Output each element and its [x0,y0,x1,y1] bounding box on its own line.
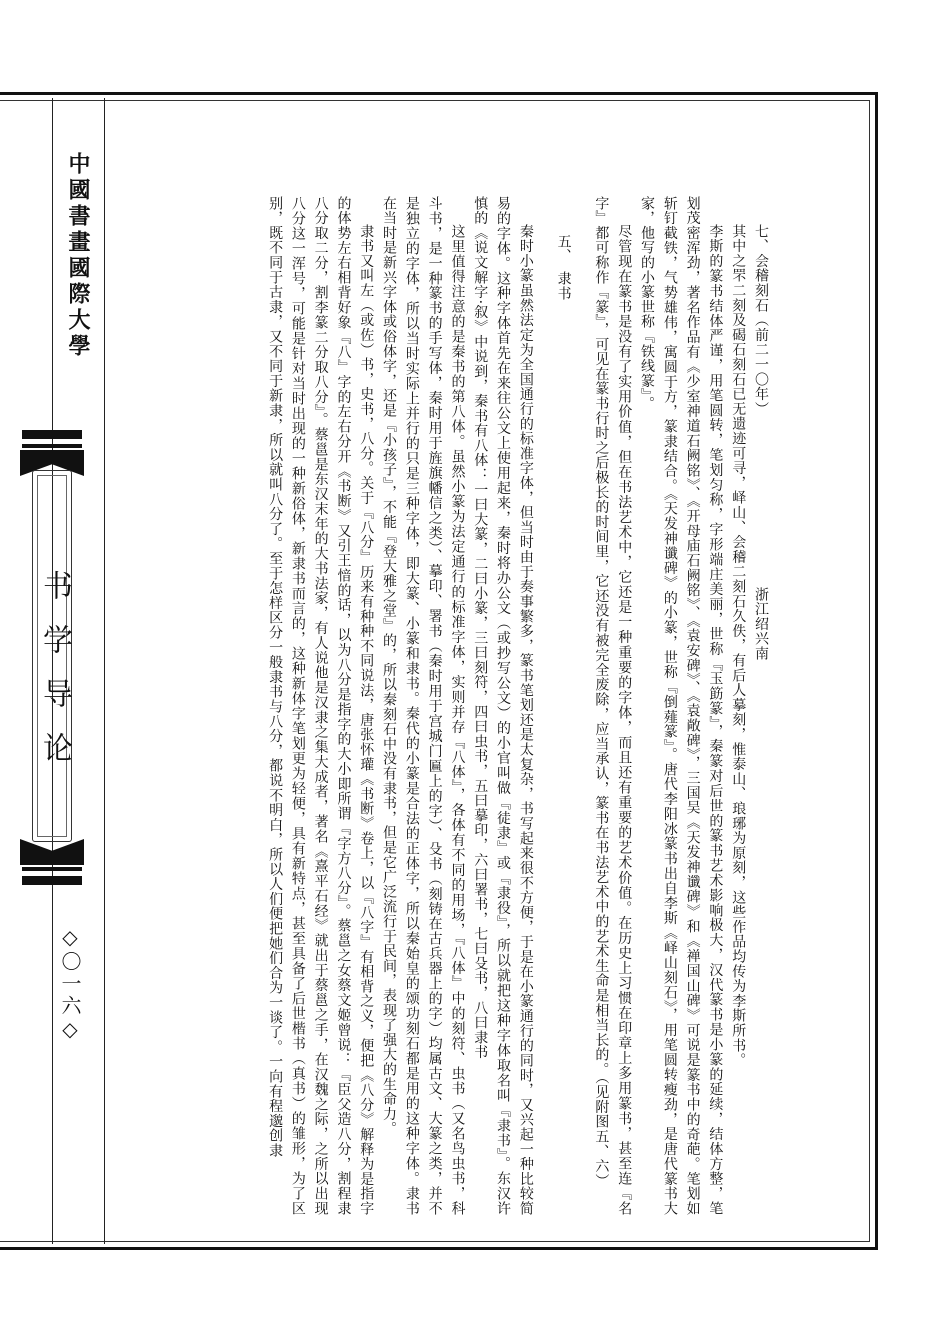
cartouche-bottom-tab [20,839,84,865]
spacer [575,196,590,197]
book-title: 书学导论 [37,570,72,786]
cartouche-bottom-bar [22,876,82,885]
list-item-heading: 七、会稽刻石（前二一〇年） 浙江绍兴南 [753,224,769,661]
paragraph-5: 这里值得注意的是秦书的第八体。虽然小篆为法定通行的标准字体，实则并存『八体』，各体有不同的用场，『八体』中的刻符、虫书（又名鸟虫书，科斗书，是一种篆书的手写体，秦时用于旌旗幡信之类）、摹印、署书（秦时用于宫城门匾上的字）、殳书（刻铸在古兵器上的字）均属古文、大篆之类，并不是独立的字体，所以当时实际上并行的只是三种字体，即大篆、小篆和隶书。秦代的小篆是合法的正体字，所以秦始皇的颂功刻石都是用的这种字体。隶书在当时是新兴字体或俗体字，还是『小孩子』，不能『登大雅之堂』的，所以秦刻石中没有隶书，但是它广泛流行于民间，表现了强大的生命力。 [381,196,466,1216]
cartouche-top-thin-bar [22,444,82,448]
cartouche-top-bar [22,430,82,439]
paragraph-1: 其中之罘二刻及碣石刻石已无遗迹可寻，峄山、会稽二刻石久佚，有后人摹刻，惟泰山、琅琊为原刻，这些作品均传为李斯所书。 [730,224,747,1068]
section-heading: 五、 隶书 [555,234,572,301]
cartouche-bottom-thin-bar [22,867,82,871]
paragraph-2: 李斯的篆书结体严谨，用笔圆转，笔划匀称，字形端庄美丽，世称『玉筯篆』，秦篆对后世的篆书艺术影响极大，汉代篆书是小篆的延续，结体方整，笔划茂密浑劲，著名作品有《少室神道石阙铭》、《开母庙石阙铭》、《袁安碑》、《袁敞碑》，三国吴《天发神谶碑》和《禅国山碑》可说是篆书中的奇葩。笔划如斩钉截铁，气势雄伟，寓圆于方，篆隶结合。《天发神谶碑》的小篆，世称『倒薤篆』。唐代李阳冰篆书出自李斯《峄山刻石》，用笔圆转瘦劲，是唐代篆书大家，他写的小篆世称『铁线篆』。 [639,196,724,1216]
paragraph-4: 秦时小篆虽然法定为全国通行的标准字体，但当时由于奏事繁多，篆书笔划还是太复杂，书写起来很不方便，于是在小篆通行的同时，又兴起一种比较简易的字体。这种字体首先在来往公文上使用起来，秦时将办公文（或抄写公文）的小官叫做『徒隶』或『隶役』，所以就把这种字体取名叫『隶书』。东汉许慎的《说文解字·叙》中说到，秦书有八体：一曰大篆，二曰小篆，三曰刻符，四曰虫书，五曰摹印，六曰署书，七曰殳书，八曰隶书 [472,196,534,1216]
spacer [537,196,552,197]
paragraph-6: 隶书又叫左（或佐）书，史书，八分。关于『八分』历来有种种不同说法，唐张怀瓘《书断》卷上，以『八字』有相背之义，便把《八分》解释为是指字的体势左右相背好象『八』字的左右分开《书断》又引王愔的话，以为八分是指字的大小即所谓『字方八分』。蔡邕之女蔡文姬曾说：『臣父造八分，割程隶八分取二分，割李篆二分取八分』。蔡邕是东汉末年的大书法家，有人说他是汉隶之集大成者，著名《熹平石经》就出于蔡邕之手，在汉魏之际，之所以出现八分这一浑号，可能是针对当时出现的一种新俗体，新隶书而言的，这种新体字笔划更为轻便，具有新特点，甚至具备了后世楷书（真书）的雏形，为了区别，既不同于古隶，又不同于新隶，所以就叫八分了。至于怎样区分一般隶书与八分，都说不明白，所以人们便把她们合为一谈了。一向有程邈创隶 [267,196,375,1216]
page-number: ◇〇一六◇ [58,925,82,1043]
spine-rule-right [104,98,105,1244]
school-name: 中國書畫國際大學 [65,152,91,360]
paragraph-3: 尽管现在篆书是没有了实用价值，但在书法艺术中，它还是一种重要的字体，而且还有重要的艺术价值。在历史上习惯在印章上多用篆书，甚至连『名字』都可称作『篆』，可见在篆书行时之后极长的时间里，它还没有被完全废除，应当承认，篆书在书法艺术中的艺术生命是相当长的。（见附图五、六） [593,196,633,1216]
main-text [263,196,772,1216]
